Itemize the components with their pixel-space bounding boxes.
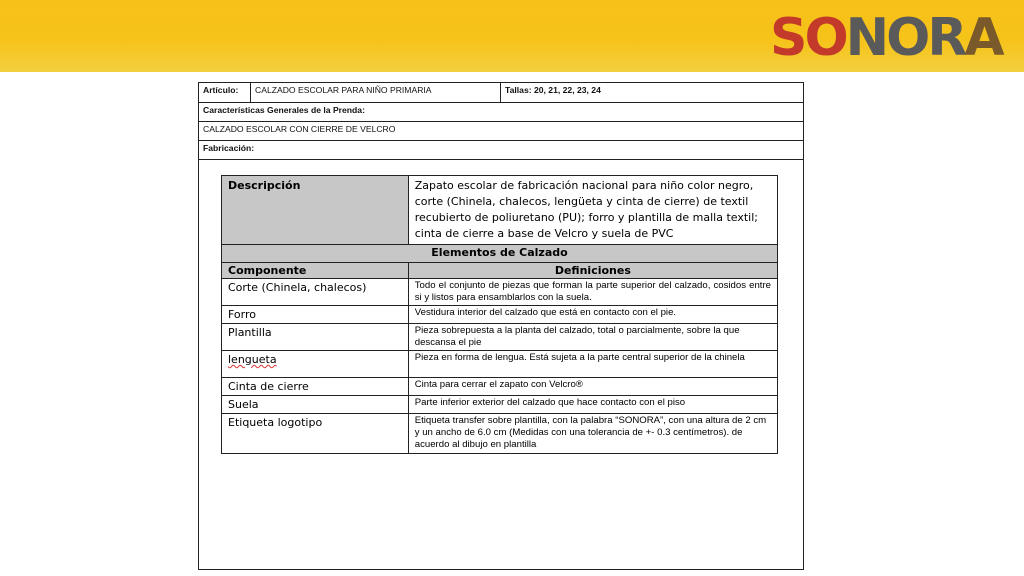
caracteristicas-value: CALZADO ESCOLAR CON CIERRE DE VELCRO — [203, 124, 396, 134]
table-row — [222, 279, 778, 306]
sonora-logo — [770, 8, 1006, 68]
col-componente: Componente — [222, 263, 409, 279]
component-name: Plantilla — [222, 324, 409, 351]
table-row — [222, 396, 778, 414]
tallas-text: Tallas: 20, 21, 22, 23, 24 — [505, 85, 601, 95]
component-name: Etiqueta logotipo — [222, 414, 409, 454]
component-name — [222, 351, 409, 378]
component-definition: Pieza sobrepuesta a la planta del calzado, total o parcialmente, sobre la que descansa el pie — [408, 324, 777, 351]
table-row — [222, 324, 778, 351]
section-title: Elementos de Calzado — [222, 245, 778, 263]
articulo-value: CALZADO ESCOLAR PARA NIÑO PRIMARIA — [251, 83, 501, 102]
caracteristicas-label-row — [199, 103, 803, 122]
component-definition: Etiqueta transfer sobre plantilla, con la palabra “SONORA”, con una altura de 2 cm y un ancho de 6.0 cm (Medidas con una tolerancia de +- 0.3 centímetros). de acuerdo al dibujo en plantilla — [408, 414, 777, 454]
section-title-row — [222, 245, 778, 263]
component-definition: Cinta para cerrar el zapato con Velcro® — [408, 378, 777, 396]
component-definition: Parte inferior exterior del calzado que hace contacto con el piso — [408, 396, 777, 414]
product-sheet — [198, 82, 804, 570]
column-headers-row — [222, 263, 778, 279]
component-name-text: lengueta — [228, 353, 277, 366]
descripcion-label: Descripción — [222, 176, 409, 245]
col-definiciones: Definiciones — [408, 263, 777, 279]
component-name: Suela — [222, 396, 409, 414]
caracteristicas-label: Características Generales de la Prenda: — [203, 105, 365, 115]
component-definition: Todo el conjunto de piezas que forman la parte superior del calzado, cosidos entre si y listos para ensamblarlos con la suela. — [408, 279, 777, 306]
component-definition: Pieza en forma de lengua. Está sujeta a la parte central superior de la chinela — [408, 351, 777, 378]
logo-part-2: NOR — [845, 8, 965, 68]
fabricacion-label: Fabricación: — [203, 143, 255, 153]
component-name: Corte (Chinela, chalecos) — [222, 279, 409, 306]
component-definition: Vestidura interior del calzado que está en contacto con el pie. — [408, 306, 777, 324]
component-name: Cinta de cierre — [222, 378, 409, 396]
descripcion-text: Zapato escolar de fabricación nacional para niño color negro, corte (Chinela, chalecos, lengüeta y cinta de cierre) de textil recubierto de poliuretano (PU); forro y plantilla de malla textil; cinta de cierre a base de Velcro y suela de PVC — [408, 176, 777, 245]
caracteristicas-value-row — [199, 122, 803, 141]
component-name: Forro — [222, 306, 409, 324]
descripcion-row — [222, 176, 778, 245]
elementos-table — [221, 175, 778, 454]
table-row — [222, 351, 778, 378]
table-row — [222, 306, 778, 324]
logo-part-1: SO — [770, 8, 846, 68]
fabricacion-row — [199, 141, 803, 160]
articulo-label: Artículo: — [199, 83, 251, 102]
articulo-row — [199, 83, 803, 103]
table-row — [222, 414, 778, 454]
logo-part-3: A — [964, 8, 1002, 68]
table-row — [222, 378, 778, 396]
